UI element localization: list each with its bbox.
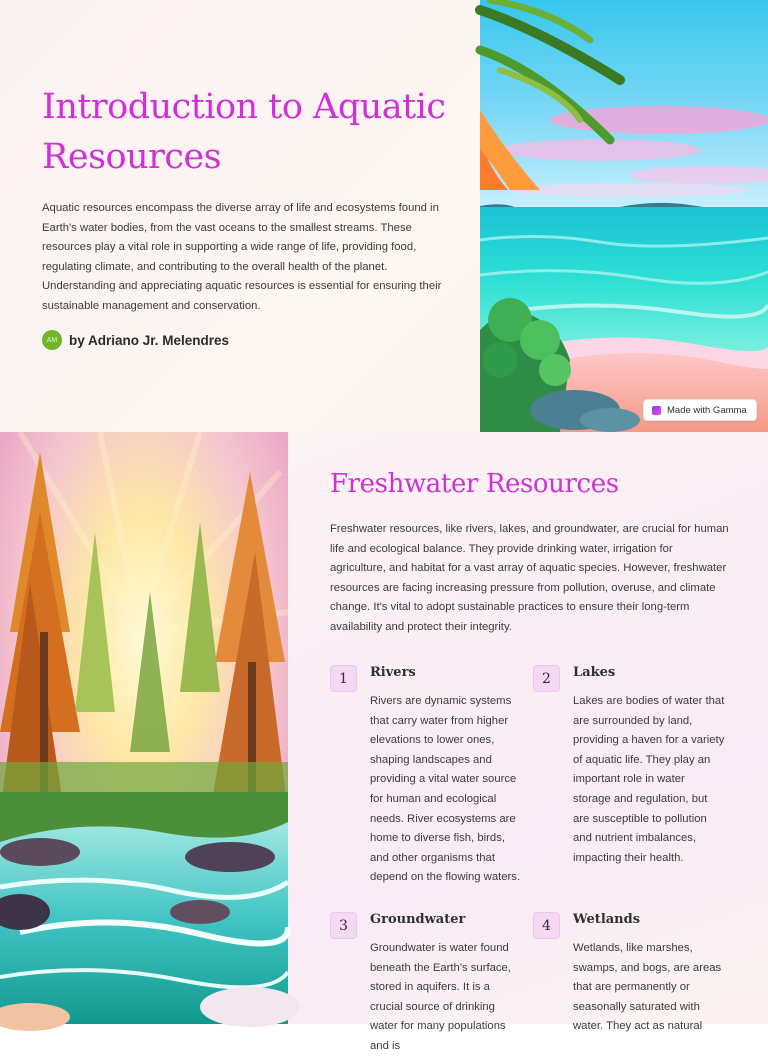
item-title: Rivers <box>370 665 416 680</box>
made-with-gamma-badge[interactable] <box>643 399 757 421</box>
author-name: by Adriano Jr. Melendres <box>69 332 230 348</box>
author-avatar: AM <box>42 330 62 350</box>
item-rivers <box>330 665 520 895</box>
item-number: 4 <box>533 912 560 939</box>
slide-title: Introduction to Aquatic Resources <box>42 87 446 177</box>
slide-intro <box>0 0 768 432</box>
item-number: 3 <box>330 912 357 939</box>
item-wetlands <box>533 912 723 1033</box>
item-description: Wetlands, like marshes, swamps, and bogs, are areas that are permanently or seasonally saturated with water. They act as natural <box>573 942 722 1033</box>
item-title: Lakes <box>573 665 616 680</box>
section-title: Freshwater Resources <box>330 469 619 499</box>
author-line <box>42 330 229 350</box>
item-description: Rivers are dynamic systems that carry water from higher elevations to lower ones, shaping landscapes and providing a vital water source for human and ecological needs. River ecosystems are home to diverse fish, birds, and other organisms that depend on the flowing waters. <box>370 695 521 884</box>
freshwater-paragraph: Freshwater resources, like rivers, lakes, and groundwater, are crucial for human life and ecological balance. They provide drinking water, irrigation for agriculture, and habitat for a vast array of aquatic species. However, freshwater resources are facing increasing pressure from pollution, overuse, and climate change. It's vital to adopt sustainable practices to ensure their long-term availability and protect their integrity. <box>330 523 729 633</box>
item-number: 2 <box>533 665 560 692</box>
item-title: Groundwater <box>370 912 466 927</box>
badge-label: Made with Gamma <box>667 404 747 416</box>
forest-river-illustration <box>0 432 288 1024</box>
item-title: Wetlands <box>573 912 641 927</box>
item-description: Lakes are bodies of water that are surrounded by land, providing a haven for a variety of aquatic life. They play an important role in water storage and regulation, but are susceptible to pollution and nutrient imbalances, impacting their health. <box>573 695 725 864</box>
item-description: Groundwater is water found beneath the Earth's surface, stored in aquifers. It is a crucial source of drinking water for many populations and is <box>370 942 511 1052</box>
item-number: 1 <box>330 665 357 692</box>
slide-freshwater <box>0 432 768 1052</box>
item-lakes <box>533 665 723 895</box>
gamma-logo-icon <box>652 406 661 415</box>
intro-paragraph: Aquatic resources encompass the diverse array of life and ecosystems found in Earth's water bodies, from the vast oceans to the smallest streams. These resources play a vital role in supporting a wide range of life, providing food, regulating climate, and contributing to the overall health of the planet. Understanding and appreciating aquatic resources is essential for ensuring their sustainable management and conservation. <box>42 202 442 312</box>
beach-illustration <box>480 0 768 432</box>
item-groundwater <box>330 912 520 1052</box>
